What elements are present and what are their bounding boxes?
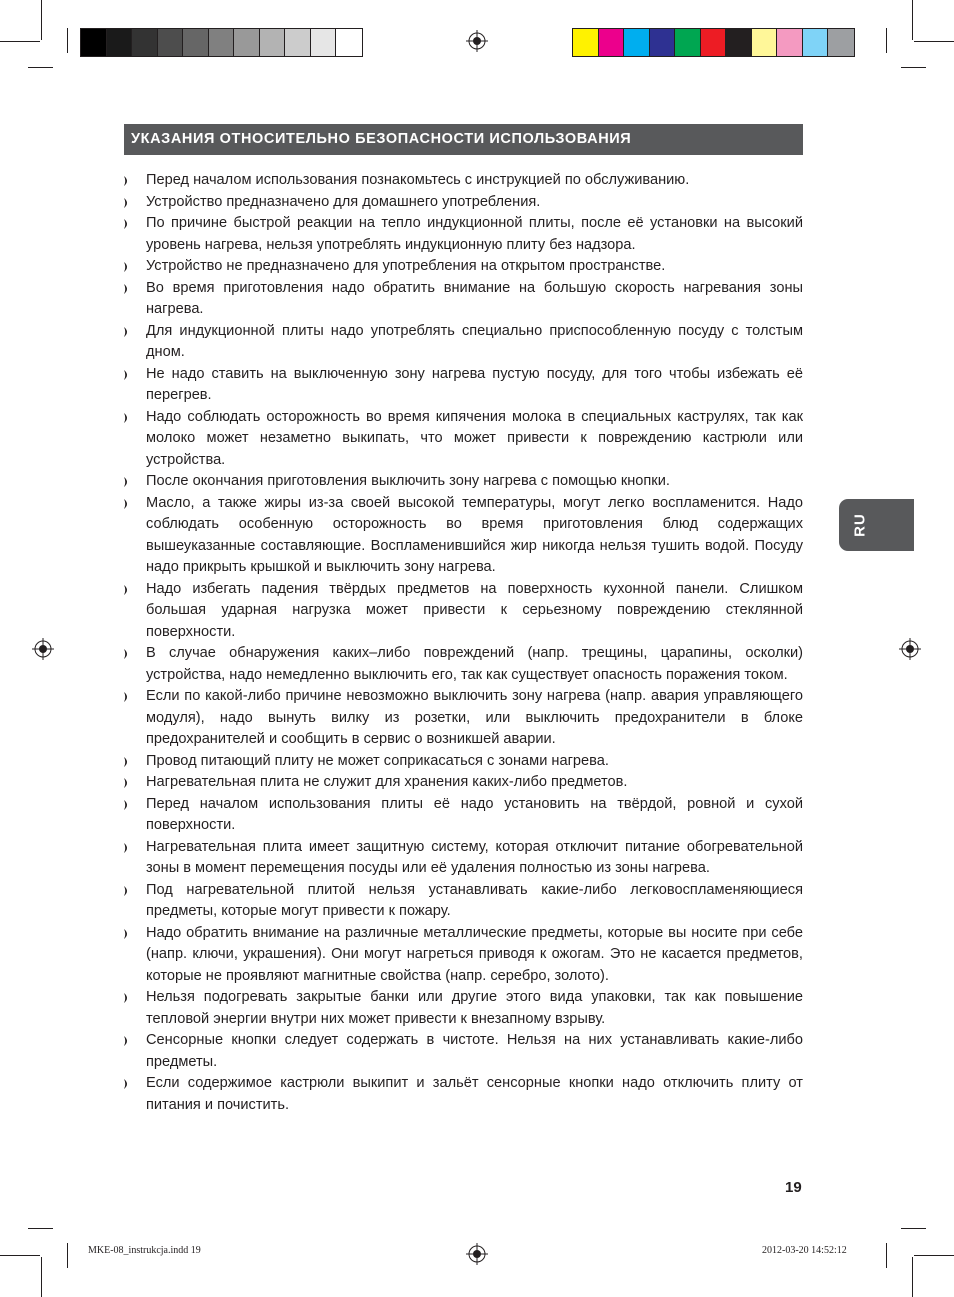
list-item-text: Если по какой-либо причине невозможно выключить зону нагрева (напр. авария управляющего модуля), надо вынуть вилку из розетки, или выключить предохранители в блоке предохранителей и сообщить в сервис о возникшей аварии. [146,688,803,747]
list-item-text: Устройство не предназначено для употребления на открытом пространстве. [146,258,666,274]
bullet-icon [124,499,130,509]
list-item-text: Масло, а также жиры из-за своей высокой температуры, могут легко воспламенится. Надо соблюдать особенную осторожность во время приготовления блюд содержащих вышеуказанные составляющие. Воспламенившийся жир никогда нельзя тушить водой. Посуду надо прикрыть крышкой и выключить зону нагрева. [146,494,803,575]
bullet-icon [124,929,130,939]
bullet-icon [124,886,130,896]
list-item-text: Под нагревательной плитой нельзя устанавливать какие-либо легковоспламеняющиеся предметы, которые могут привести к пожару. [146,881,803,919]
calibration-swatch [285,29,311,56]
list-item-text: В случае обнаружения каких–либо повреждений (напр. трещины, царапины, осколки) устройства, надо немедленно выключить его, так как существует опасность поражения током. [146,645,803,683]
calibration-swatch [107,29,133,56]
safety-instructions-list [124,170,803,1116]
calibration-swatch [573,29,599,56]
calibration-swatch [701,29,727,56]
list-item-text: Надо обратить внимание на различные металлические предметы, которые вы носите при себе (напр. ключи, украшения). Они могут нагреться приводя к ожогам. Это не касается предметов, которые не проявляют магнитные свойства (напр. серебро, золото). [146,924,803,984]
list-item [124,1073,803,1116]
calibration-swatch [777,29,803,56]
list-item [124,471,803,493]
list-item-text: Сенсорные кнопки следует содержать в чистоте. Нельзя на них устанавливать какие-либо предметы. [146,1032,803,1070]
bullet-icon [124,757,130,767]
bullet-icon [124,176,130,186]
calibration-swatch [183,29,209,56]
calibration-swatch [624,29,650,56]
list-item-text: Провод питающий плиту не может соприкасаться с зонами нагрева. [146,752,609,769]
calibration-swatch [132,29,158,56]
list-item [124,772,803,794]
list-item [124,579,803,644]
list-item [124,213,803,256]
bullet-icon [124,649,130,659]
calibration-swatch [675,29,701,56]
slug-timestamp: 2012-03-20 14:52:12 [762,1245,847,1256]
bullet-icon [124,585,130,595]
list-item-text: Устройство предназначено для домашнего употребления. [146,193,541,210]
list-item [124,643,803,686]
list-item [124,751,803,773]
bullet-icon [124,413,130,423]
calibration-swatch [81,29,107,56]
list-item-text: Не надо ставить на выключенную зону нагрева пустую посуду, для того чтобы избежать её перегрев. [146,365,803,403]
calibration-swatch [726,29,752,56]
calibration-swatch [336,29,362,56]
crop-mark [0,41,40,42]
list-item [124,278,803,321]
language-tab [839,499,914,551]
language-tab-label: RU [851,513,869,537]
list-item-text: Если содержимое кастрюли выкипит и зальёт сенсорные кнопки надо отключить плиту от питания и почистить. [146,1075,803,1113]
list-item [124,794,803,837]
list-item [124,686,803,751]
list-item [124,880,803,923]
calibration-swatch [828,29,854,56]
bullet-icon [124,477,130,487]
calibration-swatch [260,29,286,56]
crop-mark [914,41,954,42]
grayscale-calibration-bar [80,28,363,57]
list-item-text: Нельзя подогревать закрытые банки или другие этого вида упаковки, так как повышение тепловой энергии внутри них может привести к внезапному взрыву. [146,989,803,1027]
bullet-icon [124,800,130,810]
list-item [124,1030,803,1073]
list-item-text: Нагревательная плита не служит для хранения каких-либо предметов. [146,774,628,790]
bullet-icon [124,843,130,853]
bullet-icon [124,219,130,229]
registration-mark-icon [466,1243,488,1265]
crop-mark [886,1243,887,1268]
crop-mark [41,0,42,40]
registration-mark-icon [899,638,921,660]
crop-mark [28,67,53,68]
bullet-icon [124,993,130,1003]
list-item-text: Перед началом использования плиты её надо установить на твёрдой, ровной и сухой поверхности. [146,795,803,833]
list-item-text: Нагревательная плита имеет защитную систему, которая отключит питание обогревательной зоны в момент перемещения посуды или её удаления полностью из зоны нагрева. [146,838,803,876]
list-item [124,923,803,988]
calibration-swatch [234,29,260,56]
list-item [124,321,803,364]
crop-mark [28,1228,53,1229]
calibration-swatch [650,29,676,56]
calibration-swatch [599,29,625,56]
list-item [124,256,803,278]
crop-mark [0,1255,40,1256]
crop-mark [41,1257,42,1297]
page-number: 19 [785,1179,802,1196]
calibration-swatch [752,29,778,56]
list-item [124,837,803,880]
list-item-text: Для индукционной плиты надо употреблять специально приспособленную посуду с толстым дном. [146,322,803,360]
crop-mark [912,0,913,40]
crop-mark [67,28,68,53]
crop-mark [901,67,926,68]
list-item-text: После окончания приготовления выключить зону нагрева с помощью кнопки. [146,473,670,489]
list-item [124,493,803,579]
bullet-icon [124,778,130,788]
crop-mark [886,28,887,53]
bullet-icon [124,1036,130,1046]
bullet-icon [124,284,130,294]
list-item [124,192,803,214]
list-item [124,987,803,1030]
calibration-swatch [209,29,235,56]
crop-mark [914,1255,954,1256]
list-item-text: По причине быстрой реакции на тепло индукционной плиты, после её установки на высокий уровень нагрева, нельзя употреблять индукционную плиту без надзора. [146,215,803,253]
slug-filename: MKE-08_instrukcja.indd 19 [88,1245,201,1256]
list-item-text: Надо соблюдать осторожность во время кипячения молока в специальных каструлях, так как молоко может незаметно выкипать, что может привести к повреждению кастрюли или устройства. [146,408,803,468]
calibration-swatch [803,29,829,56]
list-item-text: Надо избегать падения твёрдых предметов на поверхность кухонной панели. Слишком большая ударная нагрузка может привести к серьезному повреждению стеклянной поверхности. [146,580,803,640]
section-title: УКАЗАНИЯ ОТНОСИТЕЛЬНО БЕЗОПАСНОСТИ ИСПОЛЬЗОВАНИЯ [124,124,803,155]
registration-mark-icon [466,30,488,52]
crop-mark [912,1257,913,1297]
registration-mark-icon [32,638,54,660]
list-item [124,170,803,192]
bullet-icon [124,1079,130,1089]
bullet-icon [124,262,130,272]
list-item [124,407,803,472]
bullet-icon [124,327,130,337]
list-item [124,364,803,407]
bullet-icon [124,198,130,208]
crop-mark [901,1228,926,1229]
bullet-icon [124,692,130,702]
list-item-text: Во время приготовления надо обратить внимание на большую скорость нагревания зоны нагрева. [146,279,803,317]
crop-mark [67,1243,68,1268]
calibration-swatch [311,29,337,56]
calibration-swatch [158,29,184,56]
list-item-text: Перед началом использования познакомьтесь с инструкцией по обслуживанию. [146,172,690,188]
color-calibration-bar [572,28,855,57]
bullet-icon [124,370,130,380]
